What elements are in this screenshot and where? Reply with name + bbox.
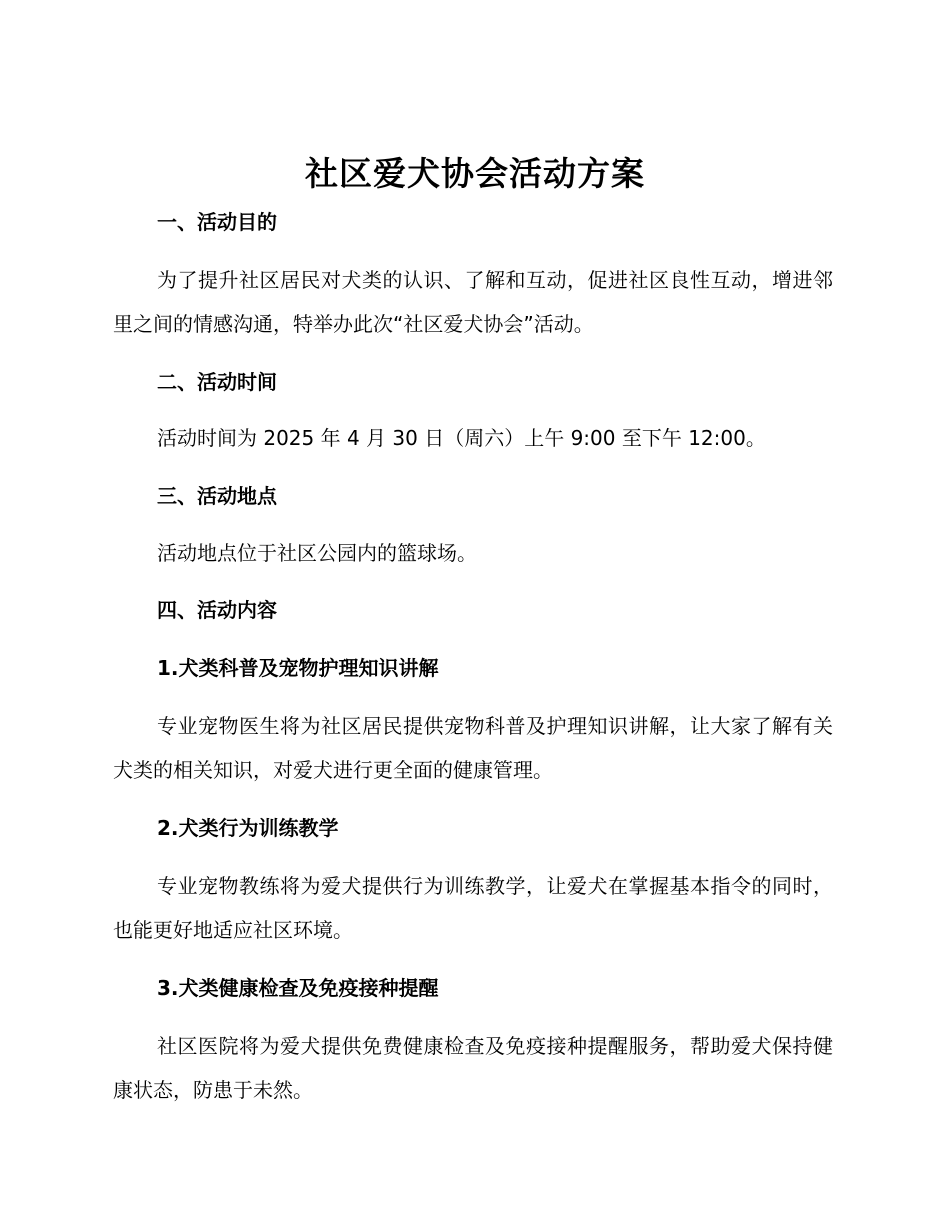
section-heading-purpose: 一、活动目的 [157,210,277,234]
section-heading-content: 四、活动内容 [157,598,277,622]
section-text-purpose: 为了提升社区居民对犬类的认识、了解和互动，促进社区良性互动，增进邻里之间的情感沟通，特举办此次“社区爱犬协会”活动。 [113,268,833,336]
section-text-location: 活动地点位于社区公园内的篮球场。 [157,541,477,565]
item-heading-training: 2.犬类行为训练教学 [157,816,339,840]
document-title: 社区爱犬协会活动方案 [305,154,645,193]
section-text-time: 活动时间为 2025 年 4 月 30 日（周六）上午 9:00 至下午 12:00。 [157,426,766,450]
item-text-health: 社区医院将为爱犬提供免费健康检查及免疫接种提醒服务，帮助爱犬保持健康状态，防患于未然。 [113,1034,833,1102]
section-heading-location: 三、活动地点 [157,484,277,508]
item-text-science: 专业宠物医生将为社区居民提供宠物科普及护理知识讲解，让大家了解有关犬类的相关知识，对爱犬进行更全面的健康管理。 [113,714,833,782]
item-text-training: 专业宠物教练将为爱犬提供行为训练教学，让爱犬在掌握基本指令的同时，也能更好地适应社区环境。 [113,874,833,942]
section-heading-time: 二、活动时间 [157,370,277,394]
item-heading-health: 3.犬类健康检查及免疫接种提醒 [157,976,439,1000]
item-heading-science: 1.犬类科普及宠物护理知识讲解 [157,656,439,680]
